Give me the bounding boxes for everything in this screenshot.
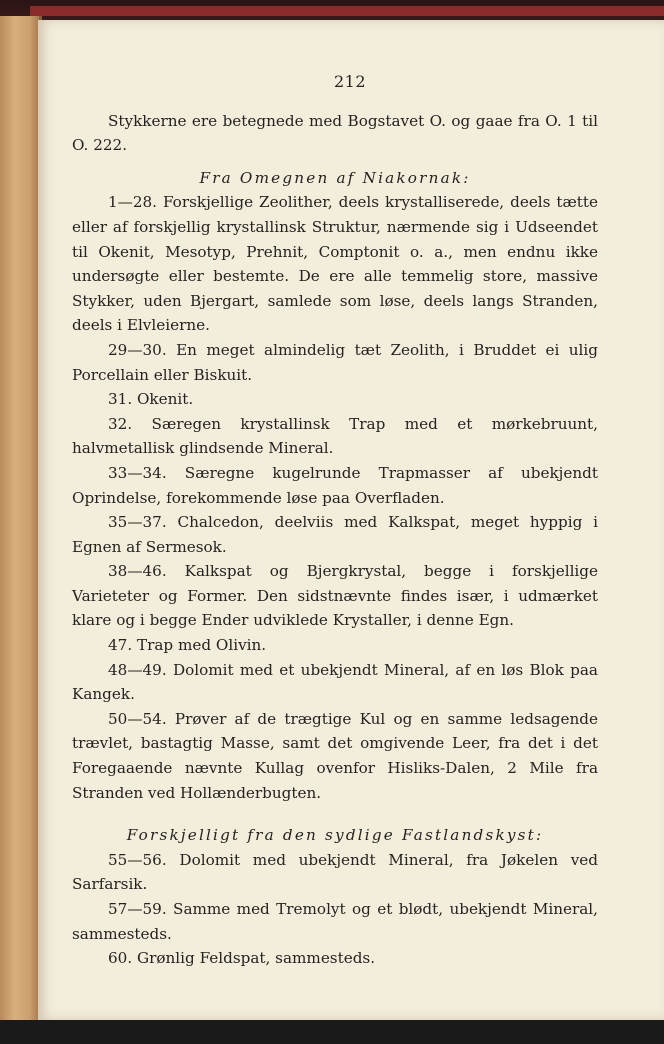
section-heading-fastlandskyst: Forskjelligt fra den sydlige Fastlandskyst: (126, 826, 544, 845)
section-heading-niakornak: Fra Omegnen af Niakornak: (199, 168, 471, 187)
entry-32: 32. Særegen krystallinsk Trap med et mørkebruunt, halvmetallisk glindsende Mineral. (72, 414, 598, 458)
entry-50-54: 50—54. Prøver af de trægtige Kul og en samme ledsagende trævlet, bastagtig Masse, samt det omgivende Leer, fra det i det Foregaaende nævnte Kullag ovenfor Hisliks-Dalen, 2 Mile fra Stranden ved Hollænderbugten. (72, 709, 598, 802)
red-cover-edge (30, 6, 664, 16)
book-spine-edge (0, 16, 42, 1026)
intro-paragraph: Stykkerne ere betegnede med Bogstavet O. og gaae fra O. 1 til O. 222. (72, 111, 598, 155)
entry-57-59: 57—59. Samme med Tremolyt og et blødt, ubekjendt Mineral, sammesteds. (72, 900, 598, 943)
entry-33-34: 33—34. Særegne kugelrunde Trapmasser af ubekjendt Oprindelse, forekommende løse paa Overfladen. (72, 463, 598, 507)
entry-48-49: 48—49. Dolomit med et ubekjendt Mineral, af en løs Blok paa Kangek. (72, 660, 598, 704)
entry-29-30: 29—30. En meget almindelig tæt Zeolith, i Bruddet ei ulig Porcellain eller Biskuit. (72, 340, 598, 384)
entry-55-56: 55—56. Dolomit med ubekjendt Mineral, fra Jøkelen ved Sarfarsik. (72, 850, 598, 894)
entry-31: 31. Okenit. (108, 390, 194, 409)
page-number: 212 (333, 72, 367, 91)
entry-1-28: 1—28. Forskjellige Zeolither, deels krystalliserede, deels tætte eller af forskjellig krystallinsk Struktur, nærmende sig i Udseendet til Okenit, Mesotyp, Prehnit, Comptonit o. a., men endnu ikke undersøgte eller bestemte. De ere alle temmelig store, massive Stykker, uden Bjergart, samlede som løse, deels langs Stranden, deels i Elvleierne. (72, 193, 598, 335)
page-content (72, 70, 598, 971)
entry-38-46: 38—46. Kalkspat og Bjergkrystal, begge i forskjellige Varieteter og Former. Den sidstnævnte findes især, i udmærket klare og i begge Ender udviklede Krystaller, i denne Egn. (72, 562, 598, 630)
bottom-dark-band (0, 1020, 664, 1044)
entry-35-37: 35—37. Chalcedon, deelviis med Kalkspat, meget hyppig i Egnen af Sermesok. (72, 513, 598, 556)
entry-60: 60. Grønlig Feldspat, sammesteds. (108, 949, 376, 968)
entry-47: 47. Trap med Olivin. (108, 636, 267, 655)
